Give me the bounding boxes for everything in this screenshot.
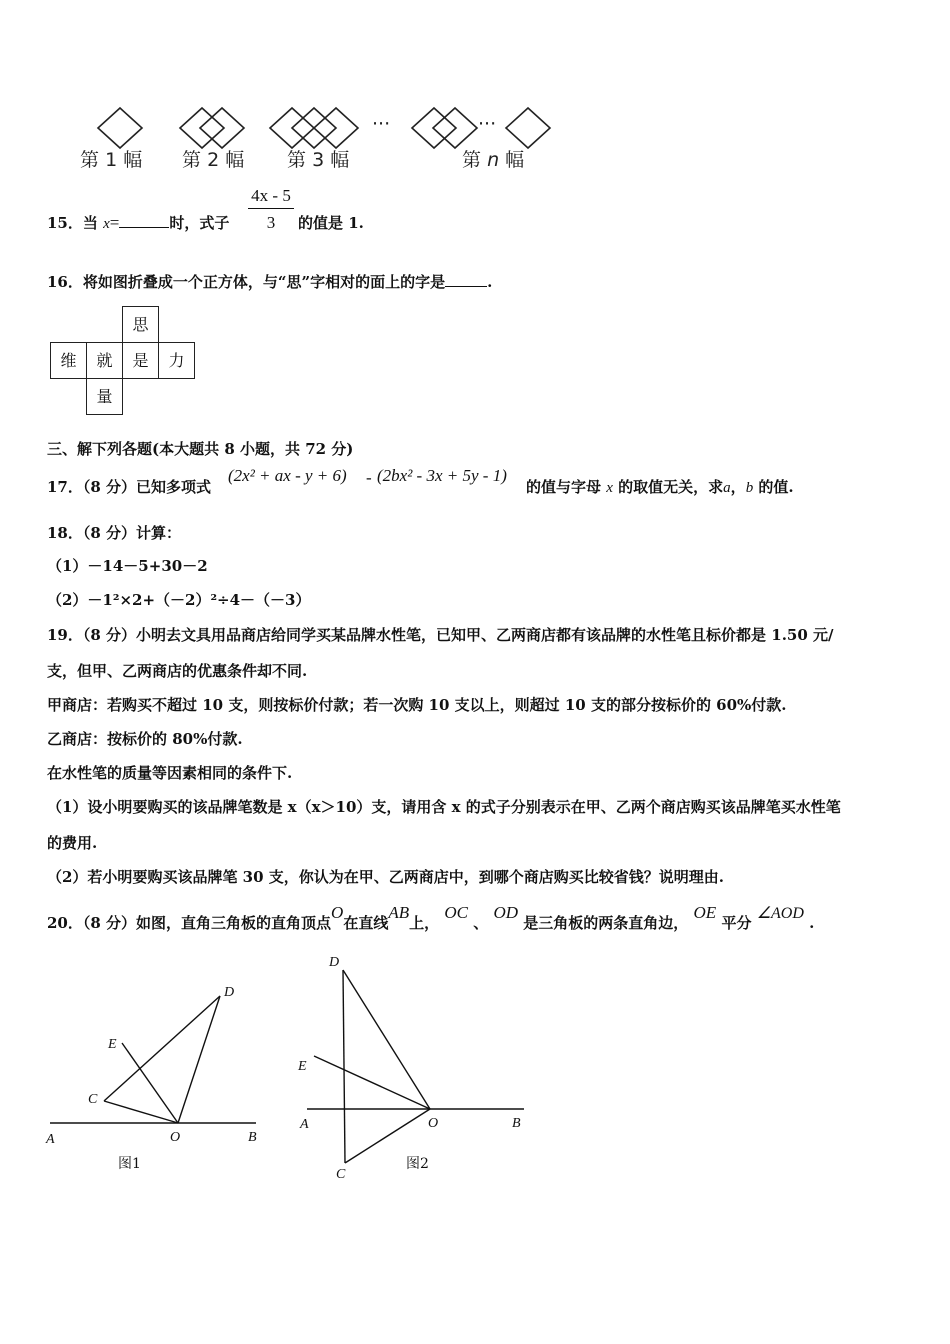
q15-suffix: 的值是 1. [298, 214, 364, 232]
var-x: x [103, 216, 110, 232]
comma: ， [730, 478, 746, 496]
label-D: D [224, 985, 235, 1000]
net-face-jiu: 就 [86, 342, 123, 379]
figure-label-3: 第 3 幅 [287, 149, 350, 171]
segment-OD [343, 970, 430, 1109]
net-face-li: 力 [158, 342, 195, 379]
figure-1-caption: 图1 [118, 1156, 141, 1172]
q19-line-7: 的费用. [47, 834, 98, 852]
net-face-liang: 量 [86, 378, 123, 415]
net-face-shi: 是 [122, 342, 159, 379]
figure-label-1: 第 1 幅 [80, 149, 143, 171]
q20-t1: 20．（8 分）如图，直角三角板的直角顶点 [47, 914, 332, 932]
net-face-si: 思 [122, 306, 159, 343]
label-C: C [336, 1167, 346, 1182]
q20-t4: 、 [473, 914, 489, 932]
q16-text: 16．将如图折叠成一个正方体，与“思”字相对的面上的字是 [47, 273, 446, 291]
q20-t2: 在直线 [343, 914, 389, 932]
q20-t6: 平分 [721, 914, 752, 932]
label-A: A [300, 1117, 309, 1132]
polynomial-2: (2bx² - 3x + 5y - 1) [377, 466, 507, 485]
label-O: O [170, 1130, 181, 1145]
segment-OC: OC [444, 903, 468, 922]
polynomial-1: (2x² + ax - y + 6) [228, 466, 347, 485]
figure-2-caption: 图2 [406, 1156, 429, 1172]
label-B: B [248, 1130, 257, 1145]
label-C: C [88, 1092, 98, 1107]
question-18-title: 18．（8 分）计算： [47, 524, 182, 542]
segment-OE: OE [693, 903, 717, 922]
var-x: x [606, 480, 613, 496]
point-O: O [331, 903, 344, 922]
q16-end: . [487, 273, 493, 291]
label-E: E [298, 1059, 307, 1074]
q19-line-3: 甲商店：若购买不超过 10 支，则按标价付款；若一次购 10 支以上，则超过 10 支的部分按标价的 60%付款. [47, 696, 787, 714]
question-number: 15． [47, 214, 83, 232]
q19-line-8: （2）若小明要购买该品牌笔 30 支，你认为在甲、乙两商店中，到哪个商店购买比较省钱？说明理由. [47, 868, 724, 886]
segment-OC [345, 1109, 430, 1163]
q19-line-6: （1）设小明要购买的该品牌笔数是 x（x＞10）支，请用含 x 的式子分别表示在甲、乙两个商店购买该品牌笔买水性笔 [47, 798, 841, 816]
q17-end: 的值. [758, 478, 794, 496]
ellipsis: ··· [372, 113, 391, 135]
equals: = [109, 213, 120, 232]
q15-prefix: 当 [82, 214, 98, 232]
q15-mid: 时，式子 [169, 214, 230, 232]
q19-line-5: 在水性笔的质量等因素相同的条件下. [47, 764, 293, 782]
q17-mid2: 的取值无关，求 [618, 478, 724, 496]
q19-line-4: 乙商店：按标价的 80%付款. [47, 730, 243, 748]
q19-line-2: 支，但甲、乙两商店的优惠条件却不同. [47, 662, 308, 680]
var-b: b [745, 480, 754, 496]
q20-t5: 是三角板的两条直角边， [523, 914, 689, 932]
label-E: E [108, 1037, 117, 1052]
ellipsis: ··· [478, 113, 497, 135]
fraction-numerator: 4x - 5 [251, 186, 291, 205]
section-title: 三、解下列各题(本大题共 8 小题，共 72 分) [47, 440, 354, 458]
question-18-part-2: （2）－1²×2+（－2）²÷4－（－3） [47, 591, 311, 609]
fraction-denominator: 3 [266, 213, 276, 232]
q19-line-1: 19．（8 分）小明去文具用品商店给同学买某品牌水性笔，已知甲、乙两商店都有该品牌的水性笔且标价都是 1.50 元/ [47, 626, 834, 644]
angle-AOD: ∠AOD [756, 905, 804, 922]
label-A: A [46, 1132, 55, 1147]
net-face-wei: 维 [50, 342, 87, 379]
q20-t3: 上， [409, 914, 440, 932]
q17-mid: 的值与字母 [526, 478, 602, 496]
var-a: a [723, 480, 731, 496]
figure-label-n: 第 n 幅 [462, 149, 525, 171]
label-O: O [428, 1116, 439, 1131]
line-AB: AB [388, 903, 410, 922]
label-B: B [512, 1116, 521, 1131]
label-D: D [329, 955, 340, 970]
q20-t7: . [809, 914, 815, 932]
question-18-part-1: （1）－14－5+30－2 [47, 557, 208, 575]
segment-CD [343, 970, 345, 1163]
figure-label-2: 第 2 幅 [182, 149, 245, 171]
segment-OD: OD [493, 903, 519, 922]
minus-sign: - [366, 468, 372, 487]
q17-number: 17．（8 分）已知多项式 [47, 478, 212, 496]
